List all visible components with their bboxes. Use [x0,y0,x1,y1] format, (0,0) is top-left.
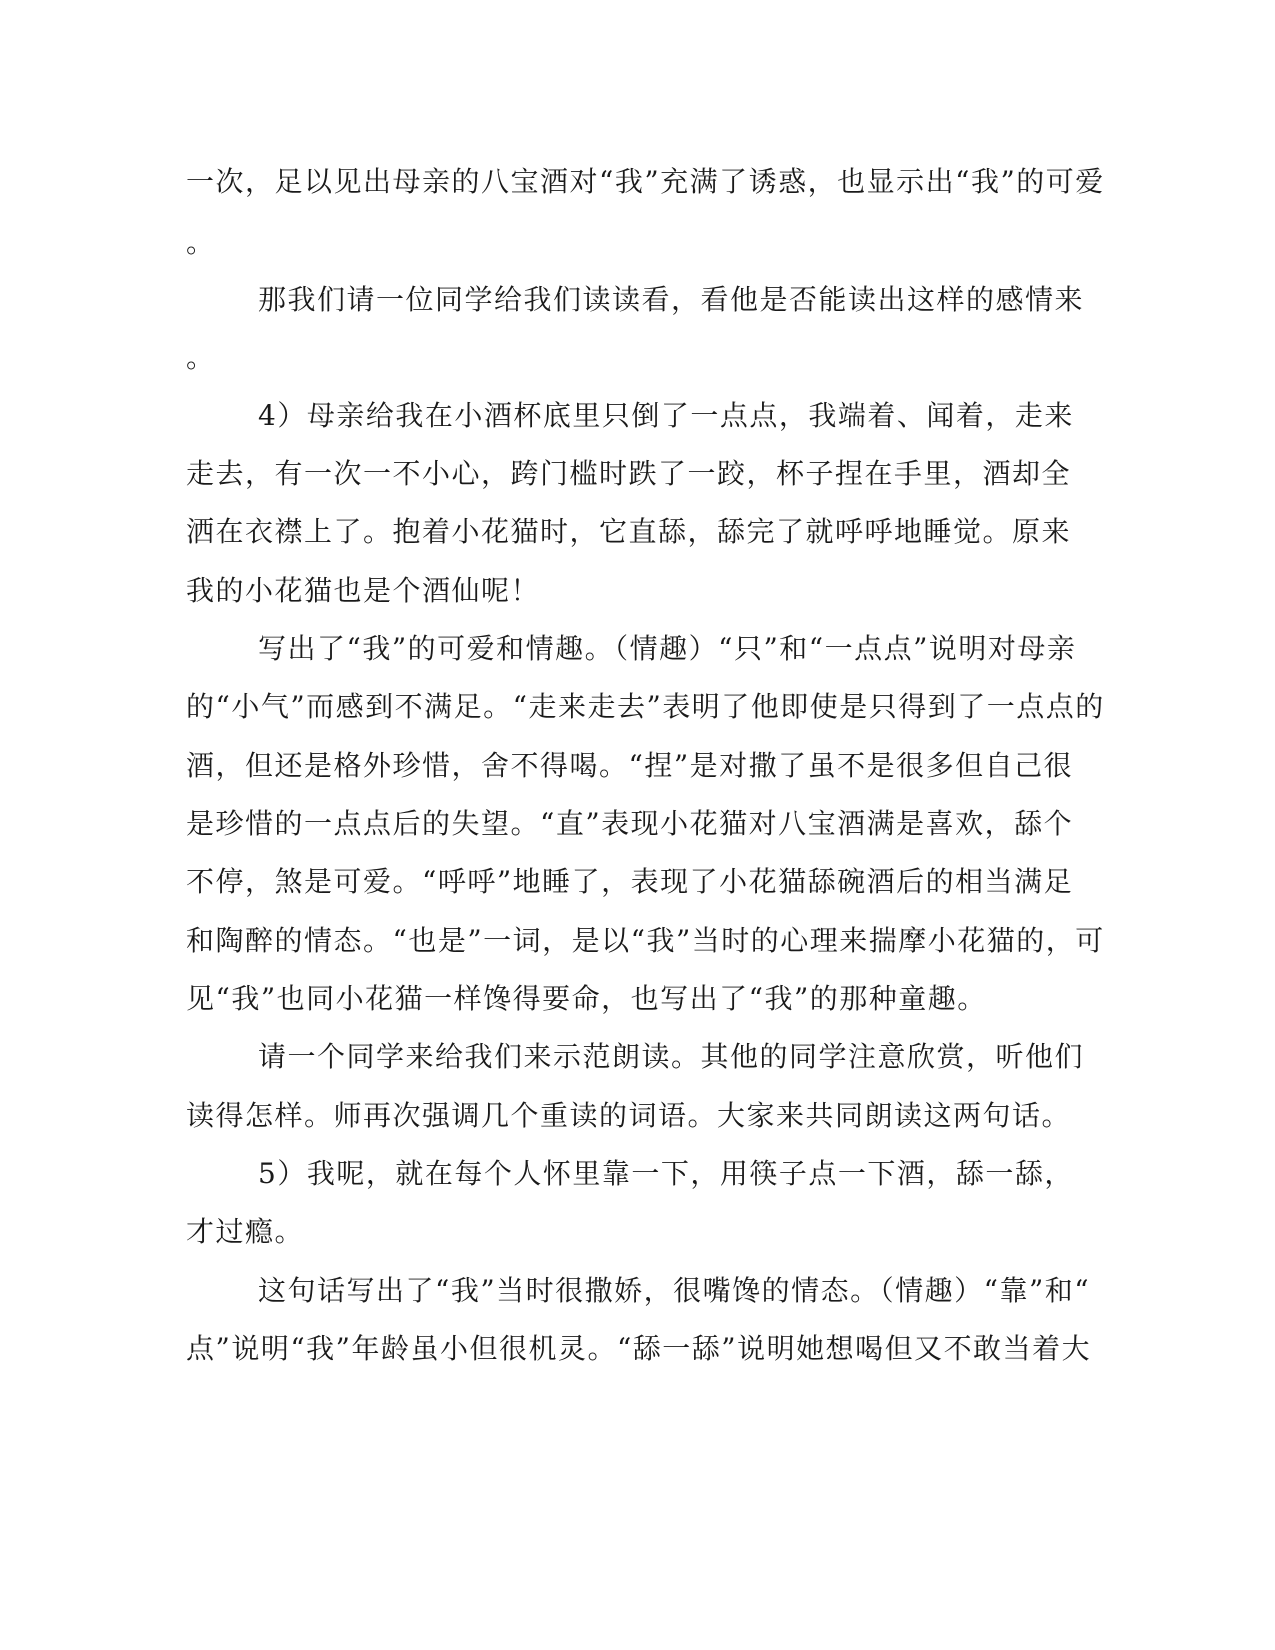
text-line: 这句话写出了“我”当时很撒娇，很嘴馋的情态。（情趣）“靠”和“ [258,1274,1091,1307]
text-line: 是珍惜的一点点后的失望。“直”表现小花猫对八宝酒满是喜欢，舔个 [186,807,1074,840]
text-line: 见“我”也同小花猫一样馋得要命，也写出了“我”的那种童趣。 [186,982,987,1015]
text-line: 请一个同学来给我们来示范朗读。其他的同学注意欣赏，听他们 [258,1040,1085,1073]
text-line: 写出了“我”的可爱和情趣。（情趣）“只”和“一点点”说明对母亲 [258,632,1077,665]
text-line: 一次，足以见出母亲的八宝酒对“我”充满了诱惑，也显示出“我”的可爱 [186,165,1105,198]
text-line: 那我们请一位同学给我们读读看，看他是否能读出这样的感情来 [258,283,1085,316]
text-line: 点”说明“我”年龄虽小但很机灵。“舔一舔”说明她想喝但又不敢当着大 [186,1332,1092,1365]
text-line: 不停，煞是可爱。“呼呼”地睡了，表现了小花猫舔碗酒后的相当满足 [186,865,1074,898]
text-line: 4）母亲给我在小酒杯底里只倒了一点点，我端着、闻着，走来 [258,399,1074,432]
text-line: 。 [186,226,216,259]
text-line: 酒，但还是格外珍惜，舍不得喝。“捏”是对撒了虽不是很多但自己很 [186,749,1074,782]
text-line: 我的小花猫也是个酒仙呢！ [186,574,541,607]
text-line: 的“小气”而感到不满足。“走来走去”表明了他即使是只得到了一点点的 [186,690,1105,723]
text-line: 和陶醉的情态。“也是”一词，是以“我”当时的心理来揣摩小花猫的，可 [186,924,1105,957]
text-line: 才过瘾。 [186,1215,305,1248]
text-line: 5）我呢，就在每个人怀里靠一下，用筷子点一下酒，舔一舔， [258,1157,1074,1190]
text-line: 读得怎样。师再次强调几个重读的词语。大家来共同朗读这两句话。 [186,1099,1072,1132]
text-line: 。 [186,341,216,374]
text-line: 洒在衣襟上了。抱着小花猫时，它直舔，舔完了就呼呼地睡觉。原来 [186,515,1072,548]
text-line: 走去，有一次一不小心，跨门槛时跌了一跤，杯子捏在手里，酒却全 [186,457,1072,490]
